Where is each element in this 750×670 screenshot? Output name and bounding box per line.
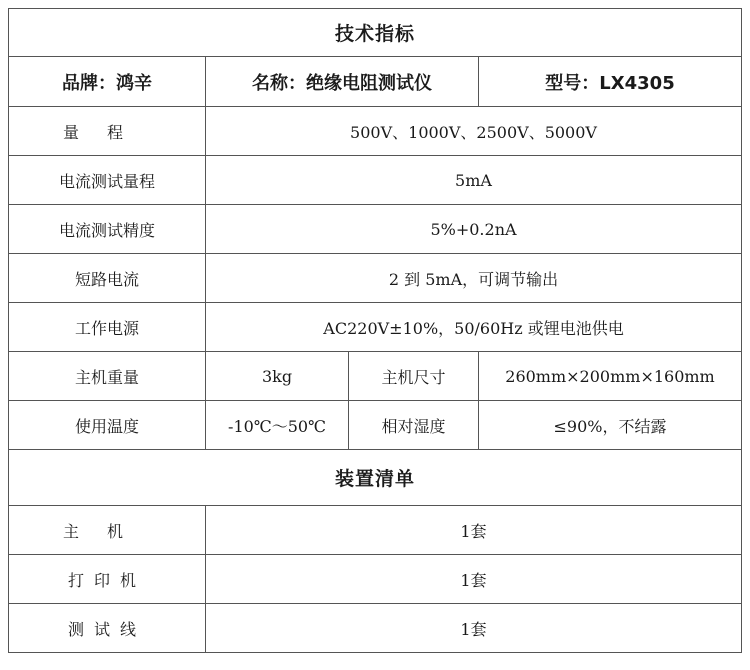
model-cell: 型号：LX4305 — [479, 57, 742, 107]
spec-value-current-accuracy: 5%+0.2nA — [206, 205, 742, 254]
table-row — [9, 254, 742, 303]
table-row — [9, 604, 742, 653]
table-row — [9, 303, 742, 352]
table-row — [9, 506, 742, 555]
spec-label-current-range: 电流测试量程 — [9, 156, 206, 205]
spec-label-current-accuracy: 电流测试精度 — [9, 205, 206, 254]
spec-value-size: 260mm×200mm×160mm — [479, 352, 742, 401]
packing-item-qty: 1套 — [206, 604, 742, 653]
packing-item-label: 打印机 — [9, 555, 206, 604]
spec-title-row — [9, 9, 742, 57]
spec-label-range: 量程 — [9, 107, 206, 156]
packing-item-qty: 1套 — [206, 555, 742, 604]
spec-value-current-range: 5mA — [206, 156, 742, 205]
table-row — [9, 401, 742, 450]
packing-item-label: 主机 — [9, 506, 206, 555]
packing-item-qty: 1套 — [206, 506, 742, 555]
table-row — [9, 156, 742, 205]
product-header-row — [9, 57, 742, 107]
product-name-cell: 名称：绝缘电阻测试仪 — [206, 57, 479, 107]
spec-label-humidity: 相对湿度 — [349, 401, 479, 450]
spec-title: 技术指标 — [9, 9, 742, 57]
spec-value-weight: 3kg — [206, 352, 349, 401]
spec-label-short-current: 短路电流 — [9, 254, 206, 303]
spec-value-temp: -10℃～50℃ — [206, 401, 349, 450]
table-row — [9, 352, 742, 401]
spec-label-size: 主机尺寸 — [349, 352, 479, 401]
spec-value-short-current: 2 到 5mA，可调节输出 — [206, 254, 742, 303]
brand-cell: 品牌：鸿辛 — [9, 57, 206, 107]
spec-label-temp: 使用温度 — [9, 401, 206, 450]
spec-table — [8, 8, 742, 653]
table-row — [9, 205, 742, 254]
packing-title-row — [9, 450, 742, 506]
spec-value-power: AC220V±10%，50/60Hz 或锂电池供电 — [206, 303, 742, 352]
spec-label-power: 工作电源 — [9, 303, 206, 352]
packing-item-label: 测试线 — [9, 604, 206, 653]
table-row — [9, 107, 742, 156]
packing-title: 装置清单 — [9, 450, 742, 506]
table-row — [9, 555, 742, 604]
spec-value-range: 500V、1000V、2500V、5000V — [206, 107, 742, 156]
spec-label-weight: 主机重量 — [9, 352, 206, 401]
spec-value-humidity: ≤90%，不结露 — [479, 401, 742, 450]
